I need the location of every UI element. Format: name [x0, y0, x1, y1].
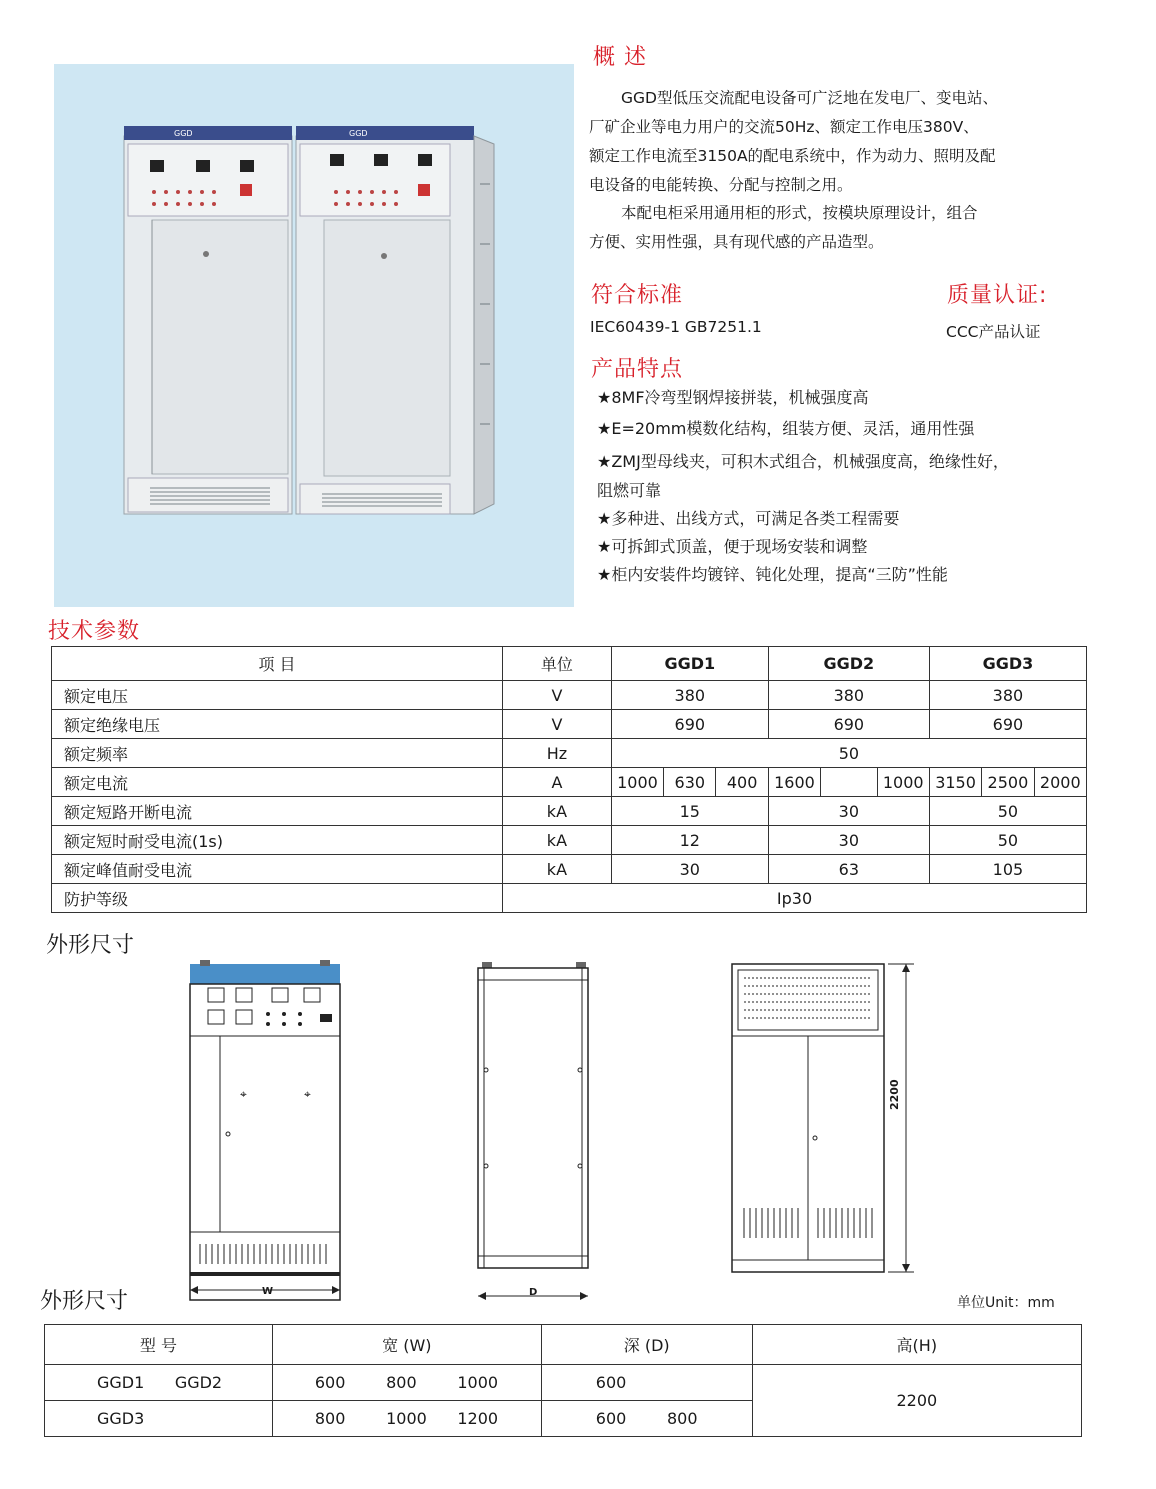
front-view-glyph-2: ⌖ — [304, 1087, 311, 1101]
header-ggd1: GGD1 — [611, 647, 768, 681]
insulation-label: 额定绝缘电压 — [52, 710, 503, 739]
dims-row1-width: 600 800 1000 — [272, 1365, 541, 1401]
peak-unit: kA — [503, 855, 612, 884]
shorttime-ggd1: 12 — [611, 826, 768, 855]
current-value: 630 — [664, 768, 716, 797]
tech-title: 技术参数 — [48, 619, 141, 644]
spec-row-protection — [52, 884, 1087, 913]
spec-row-breaking — [52, 797, 1087, 826]
peak-ggd2: 63 — [768, 855, 929, 884]
dims-height-value: 2200 — [752, 1365, 1081, 1437]
standards-value: IEC60439-1 GB7251.1 — [590, 318, 762, 336]
quality-value: CCC产品认证 — [946, 323, 1041, 341]
standards-title: 符合标准 — [591, 283, 684, 308]
current-value: 400 — [716, 768, 768, 797]
cabinet-photo-graphic — [54, 64, 574, 607]
outline-title-top: 外形尺寸 — [46, 933, 135, 958]
dims-row-1 — [45, 1365, 1082, 1401]
insulation-ggd2: 690 — [768, 710, 929, 739]
spec-row-voltage — [52, 681, 1087, 710]
front-view-glyph-1: ⌖ — [240, 1087, 247, 1101]
current-label: 额定电流 — [52, 768, 503, 797]
shorttime-label: 额定短时耐受电流(1s) — [52, 826, 503, 855]
voltage-ggd2: 380 — [768, 681, 929, 710]
outline-title-bottom: 外形尺寸 — [40, 1289, 129, 1314]
insulation-unit: V — [503, 710, 612, 739]
dims-table — [44, 1324, 1082, 1437]
voltage-ggd1: 380 — [611, 681, 768, 710]
voltage-label: 额定电压 — [52, 681, 503, 710]
spec-row-insulation — [52, 710, 1087, 739]
side-view-drawing — [472, 958, 592, 1310]
current-unit: A — [503, 768, 612, 797]
dims-row2-model: GGD3 — [45, 1401, 273, 1437]
quality-title: 质量认证: — [947, 283, 1048, 308]
shorttime-ggd2: 30 — [768, 826, 929, 855]
voltage-unit: V — [503, 681, 612, 710]
product-photo — [54, 64, 574, 607]
depth-label: D — [529, 1287, 538, 1298]
spec-row-frequency — [52, 739, 1087, 768]
dims-header-depth: 深 (D) — [541, 1325, 752, 1365]
peak-ggd1: 30 — [611, 855, 768, 884]
current-value — [821, 768, 877, 797]
header-ggd2: GGD2 — [768, 647, 929, 681]
overview-line-6: 方便、实用性强，具有现代感的产品造型。 — [589, 233, 884, 251]
feature-item-6: ★可拆卸式顶盖，便于现场安装和调整 — [597, 537, 868, 556]
current-value: 3150 — [929, 768, 981, 797]
header-ggd3: GGD3 — [929, 647, 1086, 681]
breaking-ggd2: 30 — [768, 797, 929, 826]
frequency-unit: Hz — [503, 739, 612, 768]
shorttime-ggd3: 50 — [929, 826, 1086, 855]
breaking-ggd1: 15 — [611, 797, 768, 826]
current-value: 1000 — [611, 768, 663, 797]
dims-header-row — [45, 1325, 1082, 1365]
dims-row2-depth: 600 800 — [541, 1401, 752, 1437]
dims-header-model: 型 号 — [45, 1325, 273, 1365]
spec-row-shorttime — [52, 826, 1087, 855]
breaking-unit: kA — [503, 797, 612, 826]
spec-row-peak — [52, 855, 1087, 884]
current-value: 1000 — [877, 768, 929, 797]
overview-line-5: 本配电柜采用通用柜的形式，按模块原理设计，组合 — [621, 204, 978, 222]
header-item: 项 目 — [52, 647, 503, 681]
protection-label: 防护等级 — [52, 884, 503, 913]
voltage-ggd3: 380 — [929, 681, 1086, 710]
overview-line-1: GGD型低压交流配电设备可广泛地在发电厂、变电站、 — [621, 89, 998, 107]
feature-item-4: 阻燃可靠 — [597, 481, 662, 500]
overview-line-2: 厂矿企业等电力用户的交流50Hz、额定工作电压380V、 — [589, 118, 979, 136]
dims-row1-model: GGD1 GGD2 — [45, 1365, 273, 1401]
current-value: 2000 — [1034, 768, 1086, 797]
overview-title: 概 述 — [593, 45, 647, 70]
header-unit: 单位 — [503, 647, 612, 681]
dims-row1-depth: 600 — [541, 1365, 752, 1401]
dims-header-width: 宽 (W) — [272, 1325, 541, 1365]
cabinet-label-right: GGD — [349, 129, 368, 138]
feature-item-2: ★E=20mm模数化结构，组装方便、灵活，通用性强 — [597, 419, 975, 438]
frequency-label: 额定频率 — [52, 739, 503, 768]
spec-table — [51, 646, 1087, 913]
overview-line-3: 额定工作电流至3150A的配电系统中，作为动力、照明及配 — [589, 147, 996, 165]
front-view-drawing — [184, 958, 344, 1310]
unit-note: 单位Unit：mm — [957, 1295, 1055, 1311]
breaking-label: 额定短路开断电流 — [52, 797, 503, 826]
cabinet-label-left: GGD — [174, 129, 193, 138]
width-label: W — [262, 1286, 274, 1297]
height-label: 2200 — [888, 1079, 901, 1110]
frequency-value: 50 — [611, 739, 1086, 768]
spec-header-row — [52, 647, 1087, 681]
feature-item-5: ★多种进、出线方式，可满足各类工程需要 — [597, 509, 900, 528]
current-value: 2500 — [982, 768, 1034, 797]
protection-value: Ip30 — [503, 884, 1087, 913]
dims-row2-width: 800 1000 1200 — [272, 1401, 541, 1437]
insulation-ggd1: 690 — [611, 710, 768, 739]
shorttime-unit: kA — [503, 826, 612, 855]
current-value: 1600 — [768, 768, 820, 797]
feature-item-7: ★柜内安装件均镀锌、钝化处理，提高“三防”性能 — [597, 565, 948, 584]
dims-header-height: 高(H) — [752, 1325, 1081, 1365]
peak-label: 额定峰值耐受电流 — [52, 855, 503, 884]
spec-row-current — [52, 768, 1087, 797]
feature-item-3: ★ZMJ型母线夹，可积木式组合，机械强度高，绝缘性好， — [597, 452, 1009, 471]
back-view-drawing — [728, 958, 920, 1283]
features-title: 产品特点 — [591, 357, 684, 382]
feature-item-1: ★8MF冷弯型钢焊接拼装，机械强度高 — [597, 388, 869, 407]
breaking-ggd3: 50 — [929, 797, 1086, 826]
peak-ggd3: 105 — [929, 855, 1086, 884]
overview-line-4: 电设备的电能转换、分配与控制之用。 — [589, 176, 853, 194]
insulation-ggd3: 690 — [929, 710, 1086, 739]
